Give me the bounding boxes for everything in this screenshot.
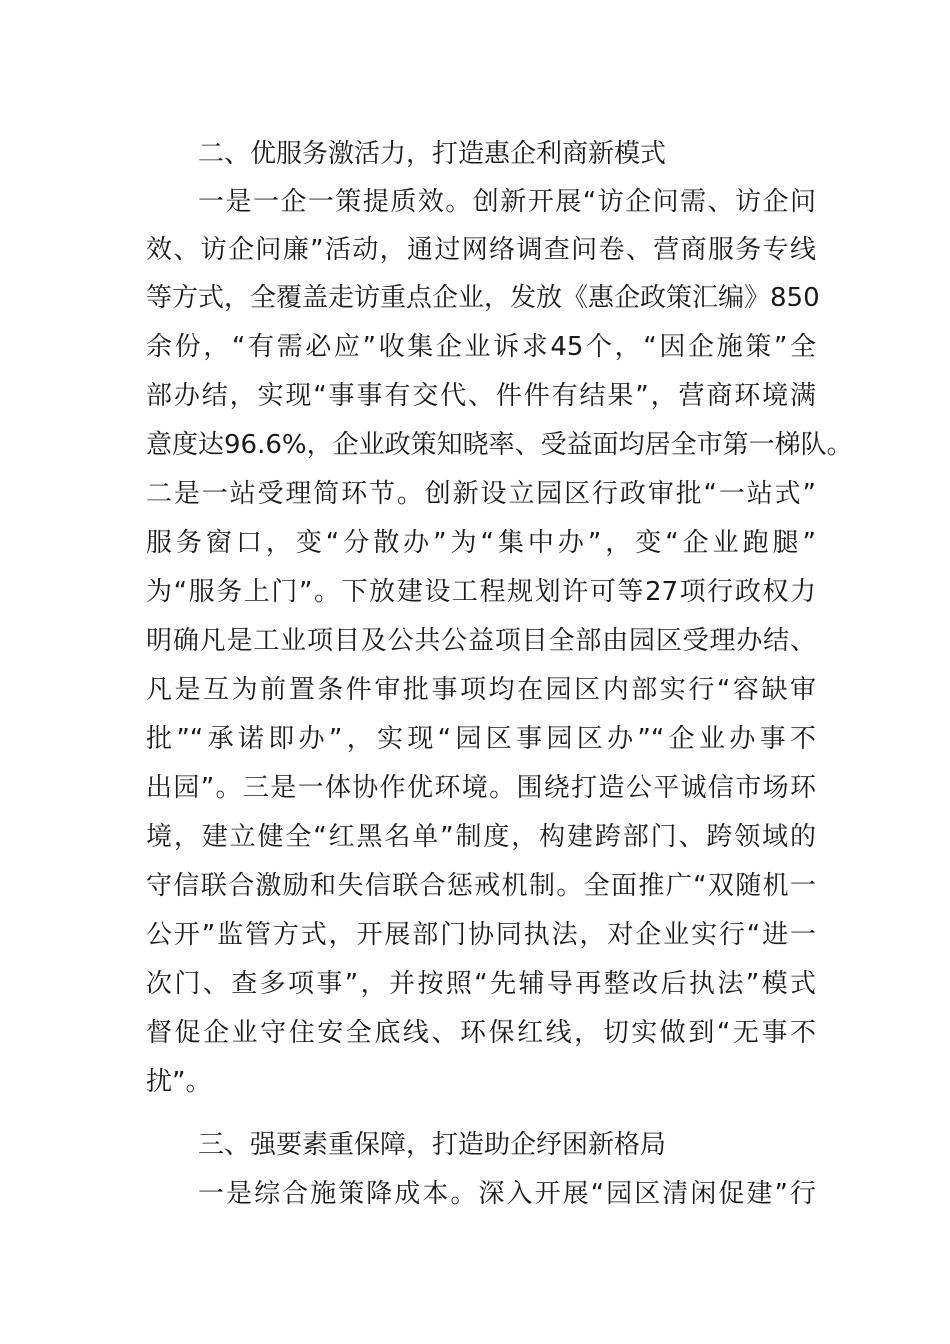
paragraph-line: 出园”。三是一体协作优环境。围绕打造公平诚信市场环 xyxy=(146,773,816,803)
section-heading-3: 三、强要素重保障，打造助企纾困新格局 xyxy=(198,1130,667,1160)
section-heading-2: 二、优服务激活力，打造惠企利商新模式 xyxy=(198,139,667,169)
paragraph-line: 一是综合施策降成本。深入开展“园区清闲促建”行 xyxy=(198,1179,816,1209)
paragraph-line: 等方式，全覆盖走访重点企业，发放《惠企政策汇编》850 xyxy=(146,283,820,313)
paragraph-line: 境，建立健全“红黑名单”制度，构建跨部门、跨领域的 xyxy=(146,822,816,852)
paragraph-line: 督促企业守住安全底线、环保红线，切实做到“无事不 xyxy=(146,1018,816,1048)
paragraph-line: 批”“承诺即办”，实现“园区事园区办”“企业办事不 xyxy=(146,724,816,754)
paragraph-line: 效、访企问廉”活动，通过网络调查问卷、营商服务专线 xyxy=(146,235,816,265)
paragraph-line: 一是一企一策提质效。创新开展“访企问需、访企问 xyxy=(198,187,816,217)
paragraph-line: 扰”。 xyxy=(146,1067,212,1097)
paragraph-line: 二是一站受理简环节。创新设立园区行政审批“一站式” xyxy=(146,479,816,509)
paragraph-line: 守信联合激励和失信联合惩戒机制。全面推广“双随机一 xyxy=(146,871,816,901)
paragraph-line: 凡是互为前置条件审批事项均在园区内部实行“容缺审 xyxy=(146,675,816,705)
paragraph-line: 服务窗口，变“分散办”为“集中办”，变“企业跑腿” xyxy=(146,528,816,558)
paragraph-line: 明确凡是工业项目及公共公益项目全部由园区受理办结、 xyxy=(146,626,816,656)
paragraph-line: 部办结，实现“事事有交代、件件有结果”，营商环境满 xyxy=(146,381,816,411)
paragraph-line: 余份，“有需必应”收集企业诉求45个，“因企施策”全 xyxy=(146,332,816,362)
paragraph-line: 为“服务上门”。下放建设工程规划许可等27项行政权力 xyxy=(146,577,816,607)
paragraph-line: 意度达96.6%，企业政策知晓率、受益面均居全市第一梯队。 xyxy=(146,430,853,460)
paragraph-line: 公开”监管方式，开展部门协同执法，对企业实行“进一 xyxy=(146,920,816,950)
paragraph-line: 次门、查多项事”，并按照“先辅导再整改后执法”模式 xyxy=(146,969,816,999)
